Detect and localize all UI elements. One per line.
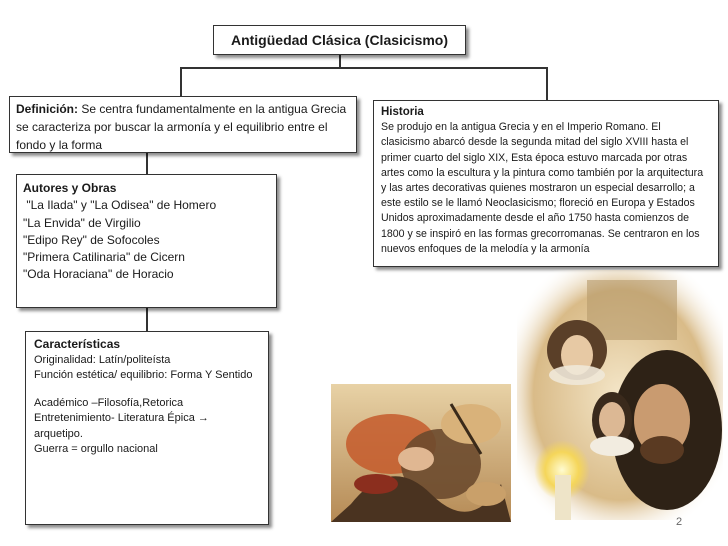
- caracteristicas-line4b: arquetipo.: [34, 427, 83, 440]
- connector-autores-to-caract: [146, 308, 148, 332]
- connector-def-to-autores: [146, 153, 148, 175]
- autores-item: "Oda Horaciana" de Horacio: [23, 267, 174, 282]
- caracteristicas-line: Guerra = orgullo nacional: [34, 443, 158, 455]
- connector-to-definicion: [180, 67, 182, 97]
- caracteristicas-box: [25, 331, 269, 525]
- connector-to-historia: [546, 67, 548, 101]
- page-number: 2: [676, 516, 683, 528]
- autores-heading: Autores y Obras: [23, 181, 117, 195]
- caracteristicas-line: [34, 411, 260, 442]
- definicion-label: Definición:: [16, 102, 78, 116]
- title-box: [213, 25, 466, 55]
- autores-item: "Primera Catilinaria" de Cicern: [23, 250, 185, 265]
- caracteristicas-line: Originalidad: Latín/politeísta: [34, 353, 171, 366]
- connector-horizontal: [180, 67, 547, 69]
- battle-painting-image: [331, 384, 511, 522]
- autores-item: "Edipo Rey" de Sofocoles: [23, 232, 160, 247]
- definicion-text: Se centra fundamentalmente en la antigua Grecia se caracteriza por buscar la armonía y el equilibrio entre el fondo y la forma: [16, 102, 347, 152]
- historia-box: [373, 100, 719, 267]
- portraits-image: [517, 270, 723, 520]
- arrow-icon: →: [197, 412, 209, 424]
- title-text: Antigüedad Clásica (Clasicismo): [230, 32, 449, 48]
- definicion-box: [9, 96, 357, 153]
- historia-text: Se produjo en la antigua Grecia y en el Imperio Romano. El clasicismo abarcó desde la segunda mitad del siglo XVIII hasta el primer cuarto del siglo XIX, Esta época estuvo marcada por otras artes como la escultura y la pintura como también por la arquitectura y las artes decorativas quienes mostraron un especial desarrollo; a este estilo se le llamó Neoclasicismo; floreció en Europa y Estados Unidos aproximadamente desde el año 1750 hasta comienzos de 1800 y se inspiró en las formas grecorromanas. Se centraron en los nuevos enfoques de la melodía y la armonía: [381, 121, 704, 255]
- autores-item: "La Ilada" y "La Odisea" de Homero: [23, 198, 217, 213]
- autores-box: [16, 174, 277, 308]
- caracteristicas-heading: Características: [34, 337, 121, 351]
- caracteristicas-line: Académico –Filosofía,Retorica: [34, 396, 184, 409]
- historia-heading: Historia: [381, 106, 424, 118]
- caracteristicas-line: Función estética/ equilibrio: Forma Y Sentido: [34, 369, 253, 381]
- autores-item: "La Envida" de Virgilio: [23, 215, 141, 230]
- caracteristicas-line4a: Entretenimiento- Literatura Épica: [34, 412, 198, 424]
